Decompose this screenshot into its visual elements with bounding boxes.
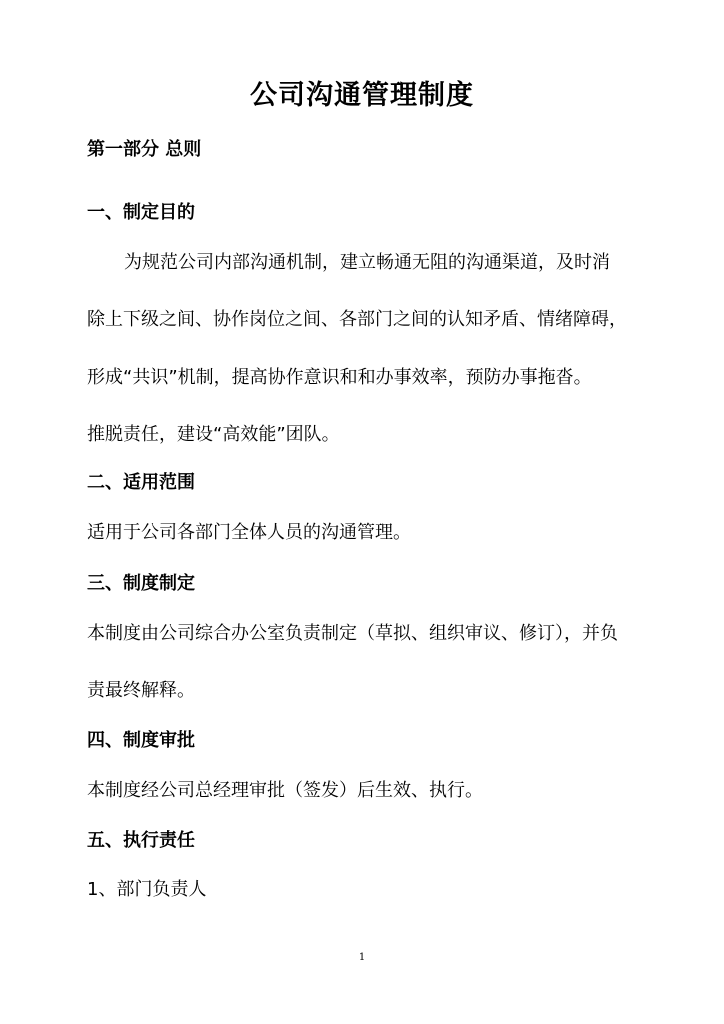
part-heading: 第一部分 总则 xyxy=(87,139,202,160)
section-heading-responsibility: 五、执行责任 xyxy=(87,830,195,851)
paragraph-line: 形成“共识”机制，提高协作意识和和办事效率，预防办事拖沓。 xyxy=(87,367,592,388)
paragraph-line: 本制度经公司总经理审批（签发）后生效、执行。 xyxy=(87,780,483,801)
page-number: 1 xyxy=(358,952,366,963)
section-heading-scope: 二、适用范围 xyxy=(87,472,195,493)
section-heading-approval: 四、制度审批 xyxy=(87,730,195,751)
section-heading-formulation: 三、制度制定 xyxy=(87,573,195,594)
paragraph-line: 适用于公司各部门全体人员的沟通管理。 xyxy=(87,522,411,543)
paragraph-line: 除上下级之间、协作岗位之间、各部门之间的认知矛盾、情绪障碍， xyxy=(87,309,627,330)
paragraph-line: 责最终解释。 xyxy=(87,680,195,701)
paragraph-line: 推脱责任，建设“高效能”团队。 xyxy=(87,424,340,445)
document-title: 公司沟通管理制度 xyxy=(250,80,474,111)
paragraph-line: 本制度由公司综合办公室负责制定（草拟、组织审议、修订），并负 xyxy=(87,623,618,644)
section-heading-purpose: 一、制定目的 xyxy=(87,202,195,223)
paragraph-line: 为规范公司内部沟通机制，建立畅通无阻的沟通渠道，及时消 xyxy=(124,252,610,273)
list-item: 1、部门负责人 xyxy=(87,879,207,900)
